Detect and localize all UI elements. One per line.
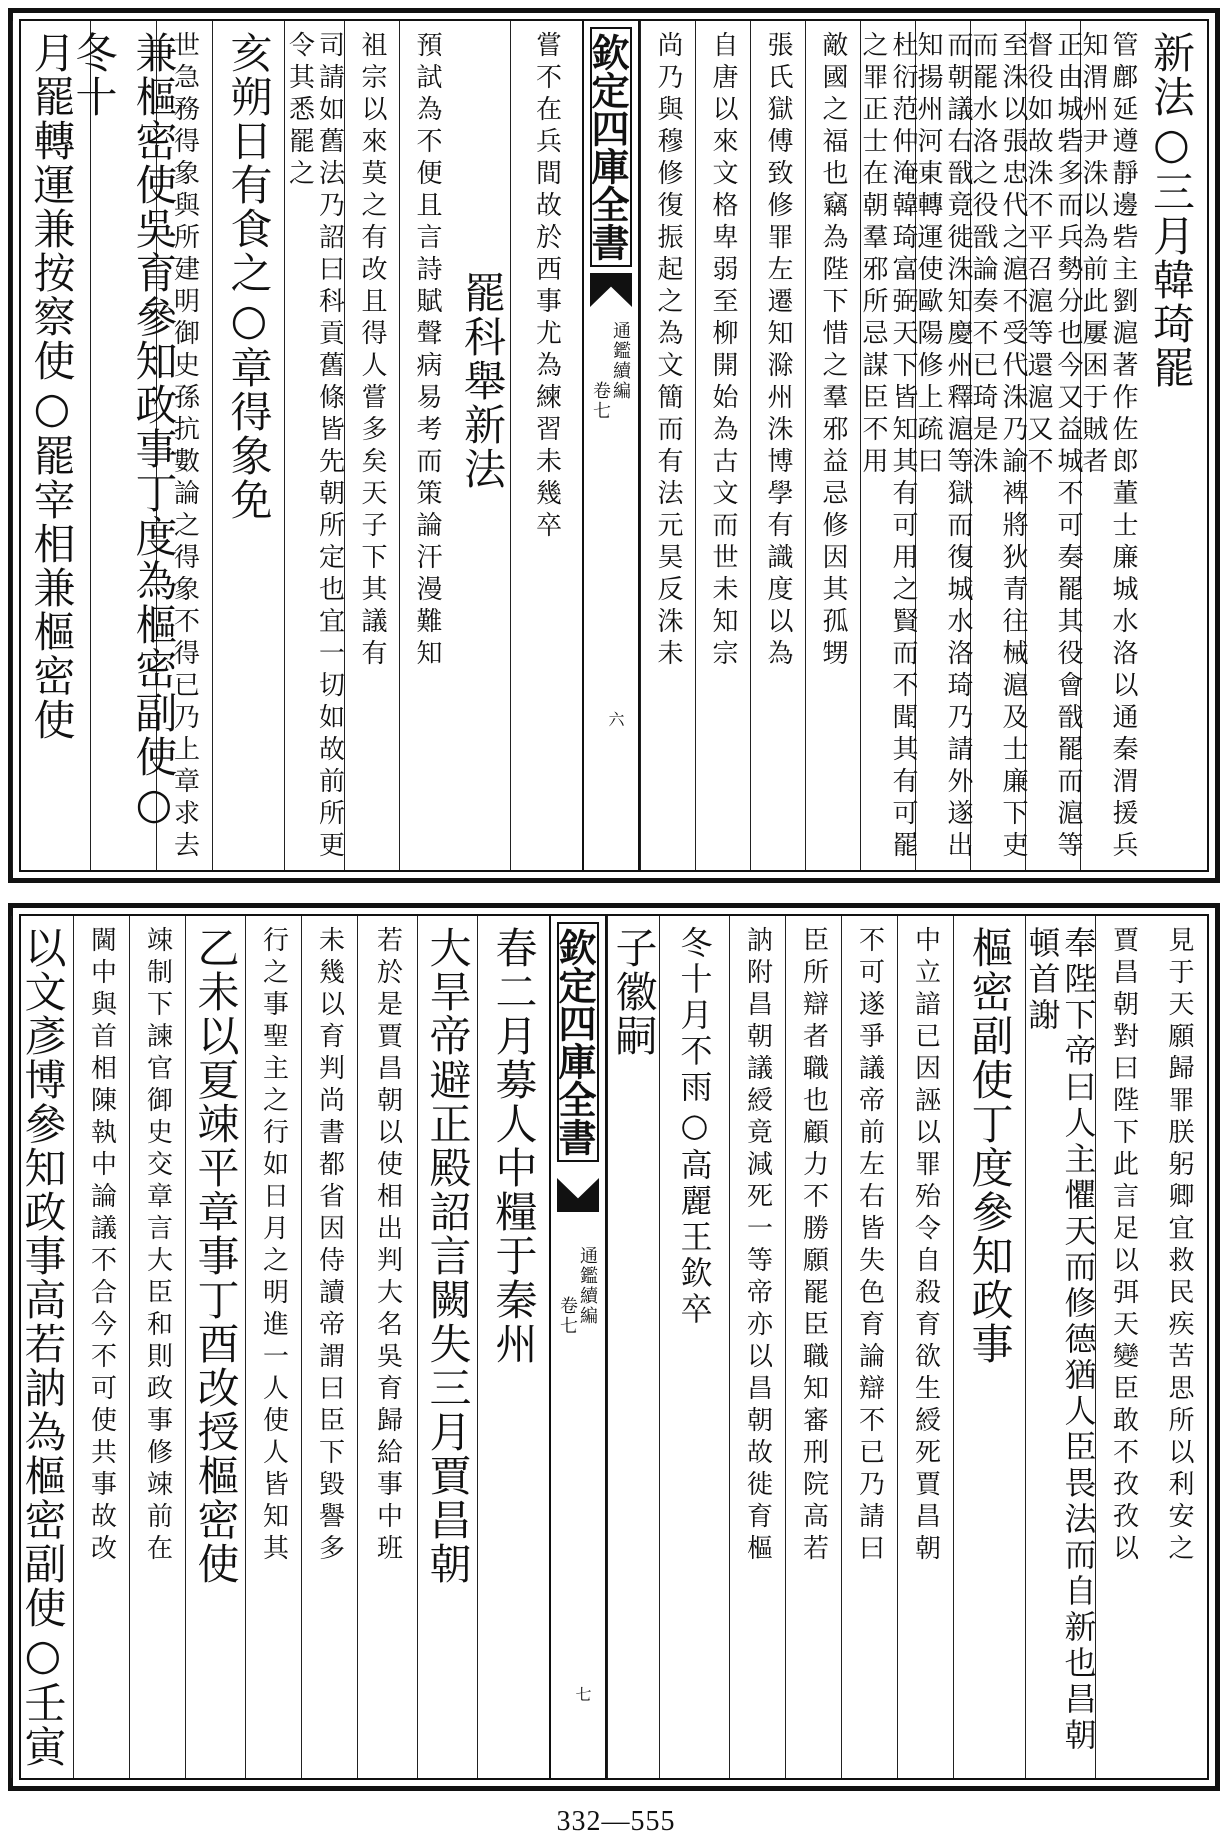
top-col-11 bbox=[510, 21, 582, 870]
col-text: 冬十月不雨○高麗王欽卒 bbox=[675, 926, 714, 1328]
col-text: 至洙以張忠代之滬不受代洙乃諭裨將狄青往械滬及士廉下吏而罷水洛之役戩論奏不已琦是洙 bbox=[968, 31, 1028, 863]
top-col-7 bbox=[805, 21, 860, 870]
top-col-18 bbox=[69, 21, 179, 870]
top-col-14 bbox=[344, 21, 399, 870]
bottom-col-2 bbox=[1095, 916, 1151, 1778]
col-text: 月罷轉運兼按察使○罷宰相兼樞密使 bbox=[27, 31, 77, 742]
top-col-6 bbox=[858, 21, 918, 870]
col-text: 若於是賈昌朝以使相出判大名吳育歸給事中班 bbox=[372, 926, 403, 1566]
bottom-col-13 bbox=[357, 916, 417, 1778]
top-panel bbox=[8, 8, 1220, 883]
col-text: 竦制下諫官御史交章言大臣和則政事修竦前在 bbox=[142, 926, 173, 1566]
bottom-col-5 bbox=[897, 916, 953, 1778]
bottom-col-19 bbox=[11, 916, 73, 1778]
top-col-1 bbox=[1135, 21, 1207, 870]
bottom-col-9 bbox=[659, 916, 729, 1778]
col-text: 張氏獄傅致修罪左遷知滁州洙博學有識度以為 bbox=[763, 31, 793, 671]
bottom-col-7 bbox=[785, 916, 841, 1778]
col-text: 尚乃與穆修復振起之為文簡而有法元昊反洙未 bbox=[653, 31, 683, 671]
col-text: 祖宗以來莫之有改且得人嘗多矣天子下其議有 bbox=[357, 31, 387, 671]
top-col-12 bbox=[454, 21, 510, 870]
fish-tail-mark bbox=[557, 1178, 599, 1212]
bottom-col-6 bbox=[841, 916, 897, 1778]
top-col-16 bbox=[212, 21, 284, 870]
top-col-2 bbox=[1078, 21, 1138, 870]
col-text: 行之事聖主之行如日月之明進一人使人皆知其 bbox=[258, 926, 289, 1566]
page-no: 六 bbox=[606, 711, 625, 727]
col-text: 罷科舉新法 bbox=[458, 271, 507, 491]
page-no: 七 bbox=[573, 1686, 592, 1702]
col-text: 春二月募人中糧于秦州 bbox=[489, 926, 539, 1366]
col-text: 世急務得象與所建明御史孫抗數論之得象不得已乃上章求去 bbox=[169, 31, 200, 863]
bottom-col-14 bbox=[301, 916, 357, 1778]
bottom-col-4 bbox=[953, 916, 1025, 1778]
col-text: 未幾以育判尚書都省因侍讀帝謂曰臣下毀譽多 bbox=[314, 926, 345, 1566]
top-col-9 bbox=[695, 21, 750, 870]
col-text: 乙未以夏竦平章事丁酉改授樞密使 bbox=[191, 926, 241, 1586]
center-fold bbox=[549, 916, 607, 1778]
bottom-col-18 bbox=[73, 916, 129, 1778]
bottom-col-11 bbox=[477, 916, 549, 1778]
col-text: 見于天願歸罪朕躬卿宜救民疾苦思所以利安之 bbox=[1164, 926, 1194, 1566]
col-text: 管鄜延遵靜邊砦主劉滬著作佐郎董士廉城水洛以通秦渭援兵知渭州尹洙以為前此屢困于賊者 bbox=[1078, 31, 1138, 863]
col-text: 訥附昌朝議綬竟減死一等帝亦以昌朝故徙育樞 bbox=[742, 926, 773, 1566]
center-fold bbox=[582, 21, 640, 870]
bottom-col-3 bbox=[1023, 916, 1098, 1778]
col-text: 兼樞密使吳育參知政事丁度為樞密副使○冬十 bbox=[69, 31, 179, 830]
col-text: 亥朔日有食之○章得象免 bbox=[224, 31, 274, 522]
top-col-8 bbox=[750, 21, 805, 870]
top-col-19 bbox=[12, 21, 90, 870]
volume-label: 卷七 bbox=[557, 1296, 578, 1336]
book-title: 欽定四庫全書 bbox=[557, 922, 599, 1162]
col-text: 大旱帝避正殿詔言闕失三月賈昌朝 bbox=[423, 926, 473, 1586]
sub-title: 通鑑續編 bbox=[610, 321, 631, 401]
col-text: 正由城砦多而兵勢分也今又益城不可奏罷其役會戩罷而滬等督役如故洙不平召滬等還滬又不 bbox=[1023, 31, 1083, 863]
col-text: 不可遂爭議帝前左右皆失色育論辯不已乃請曰 bbox=[854, 926, 885, 1566]
col-text: 閫中與首相陳執中論議不合今不可使共事故改 bbox=[86, 926, 117, 1566]
col-text: 嘗不在兵間故於西事尤為練習未幾卒 bbox=[531, 31, 562, 543]
col-text: 子徽嗣 bbox=[609, 926, 659, 1058]
bottom-col-8 bbox=[729, 916, 785, 1778]
book-title: 欽定四庫全書 bbox=[590, 27, 632, 267]
col-text: 司請如舊法乃詔曰科貢舊條皆先朝所定也宜一切如故前所更令其悉罷之 bbox=[284, 31, 345, 863]
col-text: 新法○三月韓琦罷 bbox=[1147, 31, 1196, 390]
col-text: 敵國之福也竊為陛下惜之羣邪益忌修因其孤甥 bbox=[818, 31, 848, 671]
col-text: 杜衍范仲淹韓琦富弼天下皆知其有可用之賢而不聞其有可罷之罪正士在朝羣邪所忌謀臣不用 bbox=[858, 31, 918, 863]
sub-title: 通鑑續編 bbox=[577, 1246, 598, 1326]
top-col-10 bbox=[640, 21, 695, 870]
bottom-col-10 bbox=[607, 916, 659, 1778]
col-text: 中立諳已因誣以罪殆令自殺育欲生綬死賈昌朝 bbox=[910, 926, 941, 1566]
top-col-3 bbox=[1023, 21, 1083, 870]
bottom-col-15 bbox=[245, 916, 301, 1778]
top-col-5 bbox=[913, 21, 973, 870]
col-text: 賈昌朝對曰陛下此言足以弭天變臣敢不孜孜以 bbox=[1108, 926, 1139, 1566]
col-text: 奉陛下帝曰人主懼天而修德猶人臣畏法而自新也昌朝頓首謝 bbox=[1023, 926, 1098, 1754]
top-col-15 bbox=[284, 21, 344, 870]
top-col-13 bbox=[399, 21, 454, 870]
volume-label: 卷七 bbox=[590, 381, 611, 421]
bottom-col-17 bbox=[129, 916, 185, 1778]
bottom-col-16 bbox=[185, 916, 245, 1778]
col-text: 樞密副使丁度參知政事 bbox=[965, 926, 1015, 1366]
top-col-4 bbox=[968, 21, 1028, 870]
fish-tail-mark bbox=[590, 273, 632, 307]
bottom-panel bbox=[8, 903, 1220, 1791]
bottom-col-1 bbox=[1151, 916, 1207, 1778]
col-text: 以文彥博參知政事高若訥為樞密副使○壬寅 bbox=[18, 926, 68, 1769]
col-text: 臣所辯者職也顧力不勝願罷臣職知審刑院高若 bbox=[798, 926, 829, 1566]
col-text: 自唐以來文格卑弱至柳開始為古文而世未知宗 bbox=[708, 31, 738, 671]
page-number: 332—555 bbox=[556, 1806, 676, 1837]
col-text: 而朝議右戩竟徙洙知慶州釋滬等獄而復城水洛琦乃請外遂出知揚州河東轉運使歐陽修上疏曰 bbox=[913, 31, 973, 863]
col-text: 預試為不便且言詩賦聲病易考而策論汗漫難知 bbox=[412, 31, 442, 671]
bottom-col-12 bbox=[417, 916, 477, 1778]
